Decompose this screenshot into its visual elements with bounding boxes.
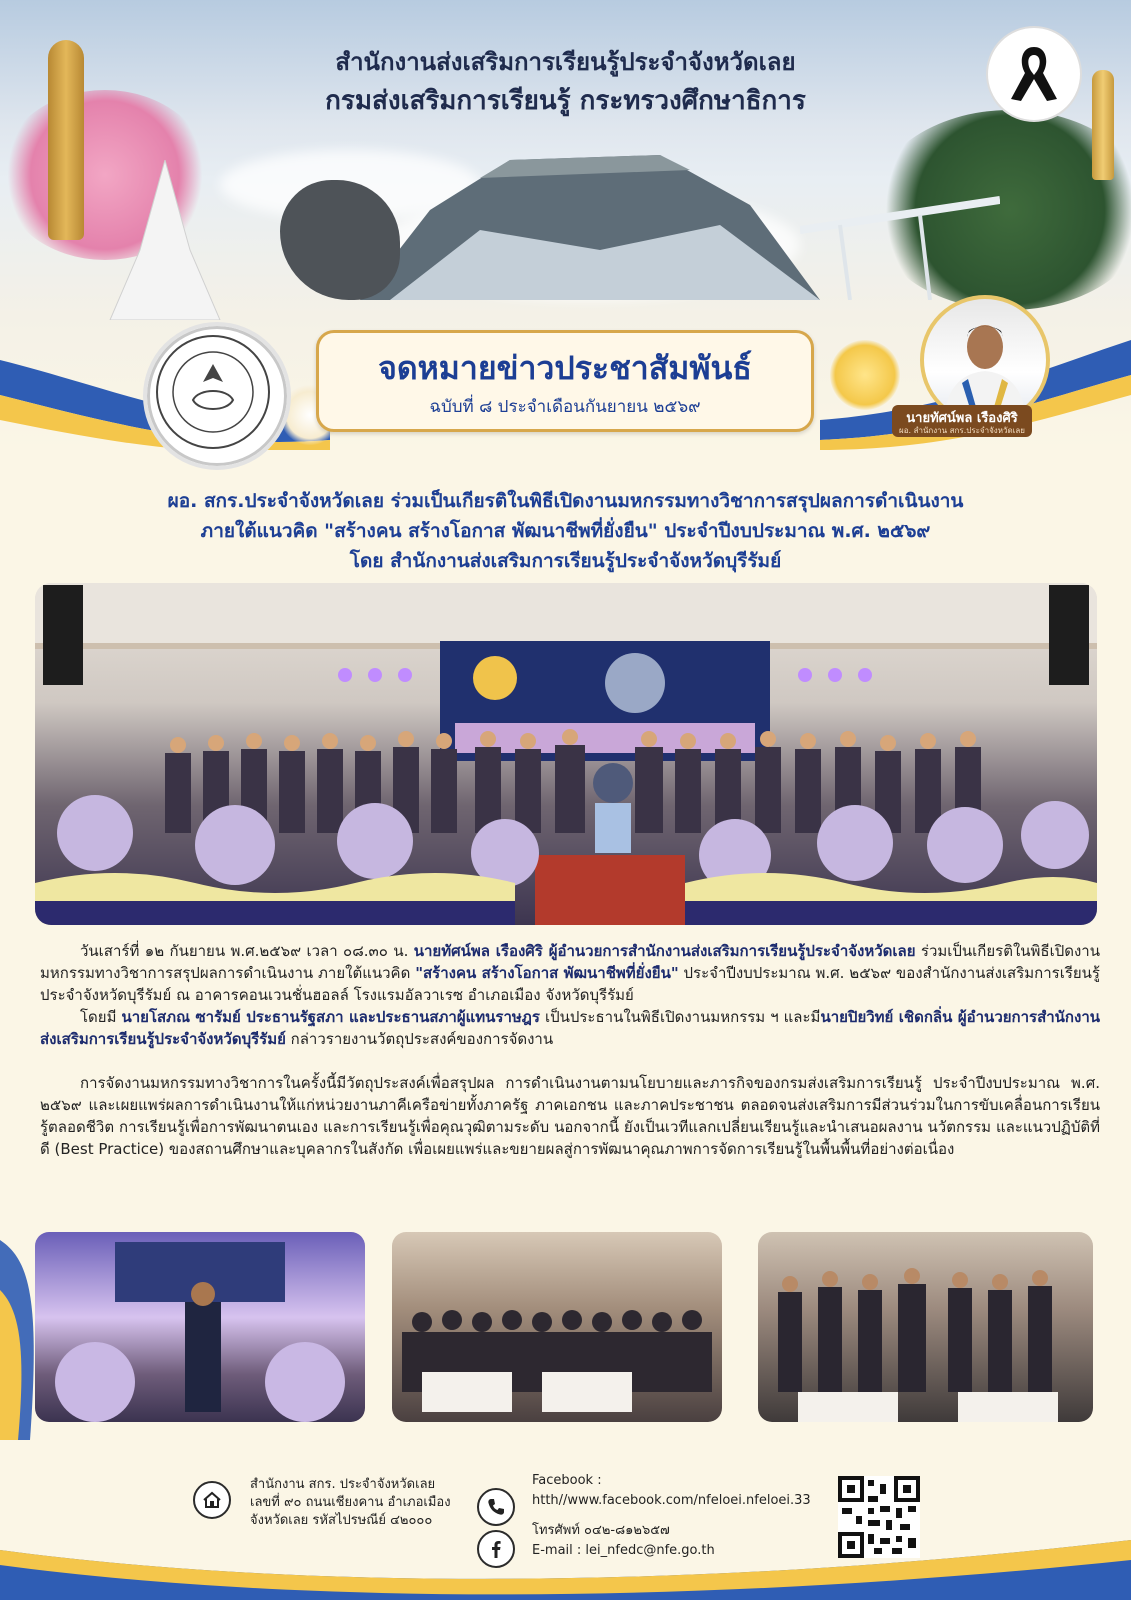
ribbon-decoration-left bbox=[0, 1200, 60, 1440]
yellow-flower bbox=[830, 340, 900, 410]
main-event-photo bbox=[35, 583, 1097, 925]
footer-contact bbox=[532, 1472, 832, 1560]
facebook-label: Facebook : bbox=[532, 1473, 602, 1488]
p1-text-c: ร่วมเป็นเกียรติในพิธีเปิดงานมหกรรมทางวิชาการสรุปผลการดำเนินงาน ภายใต้แนวคิด bbox=[40, 942, 1100, 982]
event-photo-2 bbox=[35, 1232, 365, 1422]
p2-chairman-name: นายโสภณ ซารัมย์ ประธานรัฐสภา และประธานสภาผู้แทนราษฎร bbox=[121, 1008, 540, 1026]
phone-number: โทรศัพท์ ๐๔๒-๘๑๒๖๕๗ bbox=[532, 1523, 670, 1538]
organization-name: สำนักงานส่งเสริมการเรียนรู้ประจำจังหวัดเลย bbox=[335, 48, 796, 76]
home-icon bbox=[193, 1481, 231, 1519]
p1-concept: "สร้างคน สร้างโอกาส พัฒนาชีพที่ยั่งยืน" bbox=[415, 964, 679, 982]
p1-text-a: วันเสาร์ที่ ๑๒ กันยายน พ.ศ.๒๕๖๙ เวลา ๐๘.๓๐ น. bbox=[80, 942, 414, 960]
director-position: ผอ. สำนักงาน สกร.ประจำจังหวัดเลย bbox=[899, 426, 1025, 435]
headline-line-2: ภายใต้แนวคิด "สร้างคน สร้างโอกาส พัฒนาชีพที่ยั่งยืน" ประจำปีงบประมาณ พ.ศ. ๒๕๖๙ bbox=[200, 520, 931, 542]
director-name: นายทัศน์พล เรืองศิริ bbox=[906, 411, 1018, 426]
address-line-1: สำนักงาน สกร. ประจำจังหวัดเลย bbox=[250, 1477, 436, 1492]
phone-icon bbox=[477, 1488, 515, 1526]
p1-text-e: ประจำปีงบประมาณ พ.ศ. ๒๕๖๙ ของสำนักงานส่งเสริมการเรียนรู้ประจำจังหวัดบุรีรัมย์ ณ อาคารคอนเวนชั่นฮอลล์ โรงแรมอัลวาเรซ อำเภอเมือง จังหวัดบุรีรัมย์ bbox=[40, 964, 1100, 1004]
white-pagoda bbox=[70, 160, 260, 320]
p1-director-name: นายทัศน์พล เรืองศิริ ผู้อำนวยการสำนักงานส่งเสริมการเรียนรู้ประจำจังหวัดเลย bbox=[413, 942, 916, 960]
skywalk-bridge bbox=[800, 190, 1000, 300]
organization-seal-logo bbox=[143, 322, 291, 470]
headline-line-3: โดย สำนักงานส่งเสริมการเรียนรู้ประจำจังหวัดบุรีรัมย์ bbox=[349, 550, 782, 572]
footer-address bbox=[250, 1476, 470, 1530]
newsletter-title: จดหมายข่าวประชาสัมพันธ์ bbox=[378, 349, 752, 387]
address-line-2: เลขที่ ๙๐ ถนนเชียงคาน อำเภอเมือง bbox=[250, 1495, 451, 1510]
paragraph-1 bbox=[40, 940, 1100, 1006]
issue-label: ฉบับที่ ๘ ประจำเดือนกันยายน ๒๕๖๙ bbox=[429, 397, 701, 417]
qr-code-icon[interactable] bbox=[838, 1476, 920, 1558]
p2-text-a: โดยมี bbox=[80, 1008, 122, 1026]
event-photo-4 bbox=[758, 1232, 1093, 1422]
event-photo-3 bbox=[392, 1232, 722, 1422]
newsletter-title-box bbox=[316, 330, 814, 432]
paragraph-3: การจัดงานมหกรรมทางวิชาการในครั้งนี้มีวัตถุประสงค์เพื่อสรุปผล การดำเนินงานตามนโยบายและภารกิจของกรมส่งเสริมการเรียนรู้ ประจำปีงบประมาณ พ.ศ. ๒๕๖๙ และเผยแพร่ผลการดำเนินงานให้แก่หน่วยงานภาคีเครือข่ายทั้งภาครัฐ ภาคเอกชน และภาคประชาชน ตลอดจนส่งเสริมการมีส่วนร่วมในการขับเคลื่อนการเรียนรู้ตลอดชีวิต การเรียนรู้เพื่อการพัฒนาตนเอง และการเรียนรู้เพื่อคุณวุฒิตามระดับ นอกจากนี้ ยังเป็นเวทีแลกเปลี่ยนเรียนรู้และนำเสนอผลงาน นวัตกรรม และแนวปฏิบัติที่ดี (Best Practice) ของสถานศึกษาและบุคลากรในสังกัด เพื่อเผยแพร่และขยายผลสู่การพัฒนาคุณภาพการจัดการเรียนรู้ในพื้นพื้นที่อย่างต่อเนื่อง bbox=[40, 1074, 1100, 1158]
department-name: กรมส่งเสริมการเรียนรู้ กระทรวงศึกษาธิการ bbox=[325, 86, 806, 116]
address-line-3: จังหวัดเลย รหัสไปรษณีย์ ๔๒๐๐๐ bbox=[250, 1513, 433, 1528]
mountain-illustration bbox=[360, 130, 820, 300]
director-name-plate bbox=[892, 405, 1032, 437]
p2-text-c: เป็นประธานในพิธีเปิดงานมหกรรม ฯ และมี bbox=[539, 1008, 821, 1026]
rock-formation bbox=[280, 180, 400, 300]
facebook-icon[interactable] bbox=[477, 1530, 515, 1568]
facebook-url[interactable]: htth//www.facebook.com/nfeloei.nfeloei.33 bbox=[532, 1493, 811, 1508]
p2-text-e: กล่าวรายงานวัตถุประสงค์ของการจัดงาน bbox=[285, 1030, 554, 1048]
p2-reporter-name: นายปิยวิทย์ เชิดกลิ่น ผู้อำนวยการสำนักงานส่งเสริมการเรียนรู้ประจำจังหวัดบุรีรัมย์ bbox=[40, 1008, 1101, 1048]
headline-line-1: ผอ. สกร.ประจำจังหวัดเลย ร่วมเป็นเกียรติในพิธีเปิดงานมหกรรมทางวิชาการสรุปผลการดำเนินงาน bbox=[167, 490, 964, 512]
email-address[interactable]: E-mail : lei_nfedc@nfe.go.th bbox=[532, 1543, 715, 1558]
paragraph-2 bbox=[40, 1006, 1100, 1050]
mourning-ribbon-icon bbox=[986, 26, 1082, 122]
